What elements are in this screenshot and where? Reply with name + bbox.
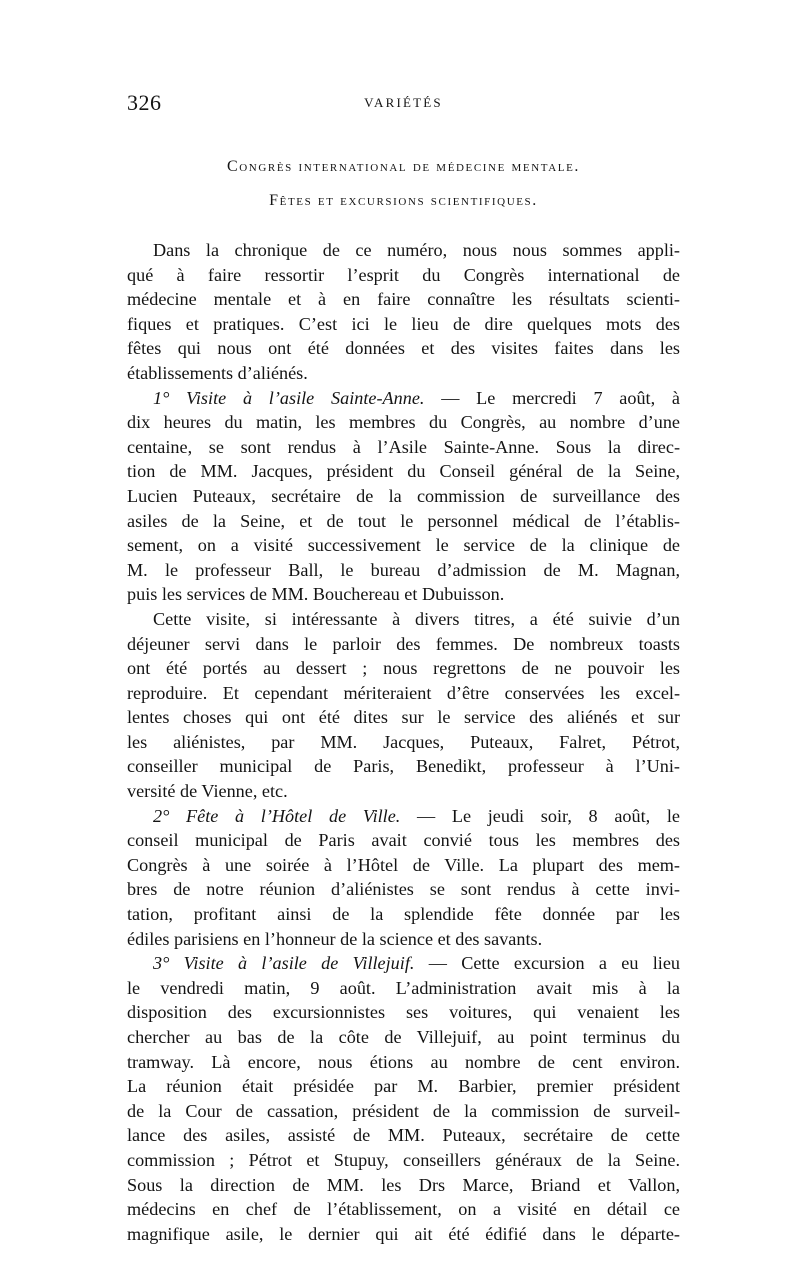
section-heading: 3° Visite à l’asile de Villejuif. xyxy=(153,953,415,974)
text-line: médecins en chef de l’établissement, on a visité en détail ce xyxy=(127,1199,680,1220)
text-line: Dans la chronique de ce numéro, nous nous sommes appli- xyxy=(153,240,680,260)
paragraph-intro xyxy=(127,238,680,386)
text-line: puis les services de MM. Bouchereau et Dubuisson. xyxy=(127,584,505,605)
text-run: — Le mercredi 7 août, à xyxy=(424,387,680,408)
article-title: Congrès international de médecine mentale. xyxy=(226,158,580,175)
section-heading: 1° Visite à l’asile Sainte-Anne. xyxy=(153,387,425,408)
text-line: fêtes qui nous ont été données et des visites faites dans les xyxy=(127,338,680,359)
text-line: asiles de la Seine, et de tout le personnel médical de l’établis- xyxy=(127,510,680,531)
text-line: médecine mentale et à en faire connaître les résultats scienti- xyxy=(127,289,680,310)
text-line: M. le professeur Ball, le bureau d’admission de M. Magnan, xyxy=(127,559,680,580)
text-line: La réunion était présidée par M. Barbier, premier président xyxy=(127,1076,680,1097)
text-line: tion de MM. Jacques, président du Conseil général de la Seine, xyxy=(127,461,680,482)
text-line xyxy=(127,386,680,411)
text-line: bres de notre réunion d’aliénistes se sont rendus à cette invi- xyxy=(127,879,680,900)
text-line: magnifique asile, le dernier qui ait été édifié dans le départe- xyxy=(127,1223,680,1244)
text-line: Sous la direction de MM. les Drs Marce, Briand et Vallon, xyxy=(127,1174,680,1195)
text-line: ont été portés au dessert ; nous regrettons de ne pouvoir les xyxy=(127,658,680,679)
page-number: 326 xyxy=(127,90,162,115)
text-line: dix heures du matin, les membres du Congrès, au nombre d’une xyxy=(127,412,680,433)
text-line: tramway. Là encore, nous étions au nombre de cent environ. xyxy=(127,1051,680,1072)
text-line xyxy=(127,804,680,829)
text-line: versité de Vienne, etc. xyxy=(127,781,288,802)
text-line: édiles parisiens en l’honneur de la science et des savants. xyxy=(127,928,543,949)
text-run: — Le jeudi soir, 8 août, le xyxy=(400,805,680,826)
page xyxy=(127,90,680,1246)
text-line: sement, on a visité successivement le service de la clinique de xyxy=(127,535,680,556)
text-line: lance des asiles, assisté de MM. Puteaux, secrétaire de cette xyxy=(127,1125,680,1146)
running-title: VARIÉTÉS xyxy=(364,95,443,110)
paragraph-villejuif xyxy=(127,951,680,1246)
paragraph-visit-sainte-anne xyxy=(127,386,680,607)
paragraph-hotel-de-ville xyxy=(127,804,680,952)
text-run: — Cette excursion a eu lieu xyxy=(414,953,680,974)
text-line: de la Cour de cassation, président de la commission de surveil- xyxy=(127,1100,680,1121)
text-line: commission ; Pétrot et Stupuy, conseillers généraux de la Seine. xyxy=(127,1149,680,1170)
text-line: chercher au bas de la côte de Villejuif, au point terminus du xyxy=(127,1027,680,1047)
text-line: Lucien Puteaux, secrétaire de la commission de surveillance des xyxy=(127,485,680,506)
text-line: qué à faire ressortir l’esprit du Congrès international de xyxy=(127,264,680,285)
text-line: les aliénistes, par MM. Jacques, Puteaux, Falret, Pétrot, xyxy=(127,731,680,752)
section-heading: 2° Fête à l’Hôtel de Ville. xyxy=(153,805,401,826)
page-header xyxy=(127,90,680,120)
text-line: tation, profitant ainsi de la splendide fête donnée par les xyxy=(127,904,680,925)
text-line: centaine, se sont rendus à l’Asile Sainte-Anne. Sous la direc- xyxy=(127,436,680,457)
article-subtitle: Fêtes et excursions scientifiques. xyxy=(269,192,538,209)
text-line: déjeuner servi dans le parloir des femmes. De nombreux toasts xyxy=(127,633,680,654)
paragraph-dejeuner xyxy=(127,607,680,804)
text-line: conseiller municipal de Paris, Benedikt, professeur à l’Uni- xyxy=(127,756,680,777)
text-line: établissements d’aliénés. xyxy=(127,362,308,383)
article-body xyxy=(127,238,680,1246)
text-line: reproduire. Et cependant mériteraient d’être conservées les excel- xyxy=(127,682,680,703)
text-line: disposition des excursionnistes ses voitures, qui venaient les xyxy=(127,1002,680,1023)
text-line: lentes choses qui ont été dites sur le service des aliénés et sur xyxy=(127,707,680,728)
text-line: fiques et pratiques. C’est ici le lieu de dire quelques mots des xyxy=(127,313,680,334)
text-line xyxy=(127,951,680,976)
text-line: conseil municipal de Paris avait convié tous les membres des xyxy=(127,830,680,851)
text-line: Congrès à une soirée à l’Hôtel de Ville. La plupart des mem- xyxy=(127,854,680,875)
text-line: Cette visite, si intéressante à divers titres, a été suivie d’un xyxy=(153,608,680,629)
text-line: le vendredi matin, 9 août. L’administration avait mis à la xyxy=(127,977,680,998)
